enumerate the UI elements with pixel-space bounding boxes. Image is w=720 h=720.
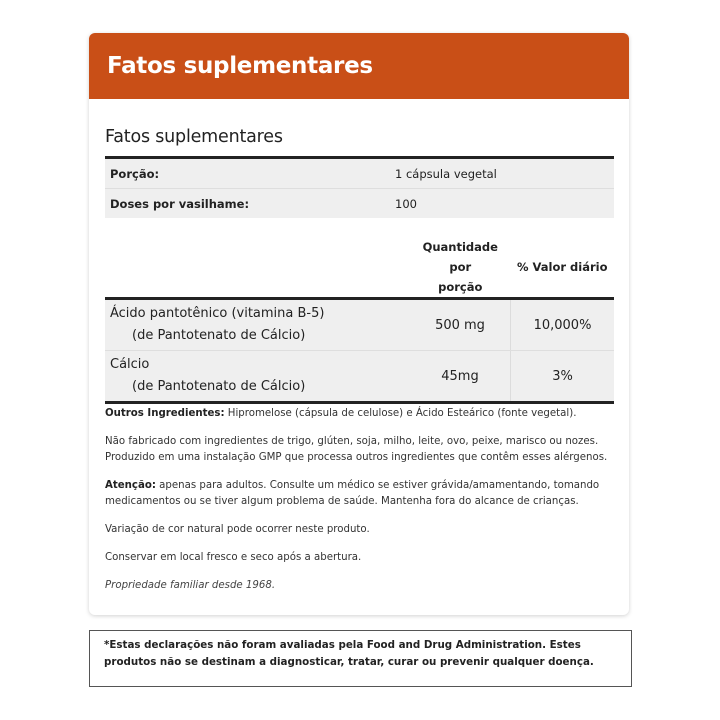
section-title: Fatos suplementares bbox=[105, 127, 283, 147]
allergen-statement: Não fabricado com ingredientes de trigo, glúten, soja, milho, leite, ovo, peixe, marisco ou nozes. Produzido em uma instalação GMP que processa outros ingredientes que contêm esses alérgenos. bbox=[105, 436, 608, 463]
daily-value-header: % Valor diário bbox=[511, 237, 615, 299]
serving-size-label: Porção: bbox=[105, 158, 390, 189]
warning-label: Atenção: bbox=[105, 480, 156, 491]
header-title: Fatos suplementares bbox=[107, 53, 373, 79]
supplement-facts-card bbox=[89, 33, 629, 615]
amount-per-serving-header bbox=[410, 237, 511, 299]
servings-per-container-label: Doses por vasilhame: bbox=[105, 189, 390, 219]
servings-per-container-value: 100 bbox=[390, 189, 614, 219]
nutrient-amount: 500 mg bbox=[410, 299, 511, 351]
nutrient-name-cell bbox=[105, 351, 410, 403]
nutrient-row bbox=[105, 351, 614, 403]
serving-row bbox=[105, 158, 614, 189]
nutrient-amount: 45mg bbox=[410, 351, 511, 403]
color-variation-note: Variação de cor natural pode ocorrer neste produto. bbox=[105, 524, 370, 535]
nutrient-name: Ácido pantotênico (vitamina B-5) bbox=[110, 306, 325, 321]
nutrient-source: (de Pantotenato de Cálcio) bbox=[132, 379, 306, 394]
serving-info-table bbox=[105, 156, 614, 218]
amount-header-line2: porção bbox=[438, 280, 483, 294]
product-notes bbox=[105, 406, 614, 606]
other-ingredients bbox=[105, 406, 614, 422]
other-ingredients-label: Outros Ingredientes: bbox=[105, 408, 225, 419]
nutrient-name-cell bbox=[105, 299, 410, 351]
serving-row bbox=[105, 189, 614, 219]
warning-text: apenas para adultos. Consulte um médico se estiver grávida/amamentando, tomando medicamentos ou se tiver algum problema de saúde. Mantenha fora do alcance de crianças. bbox=[105, 480, 600, 507]
nutrient-source: (de Pantotenato de Cálcio) bbox=[132, 328, 306, 343]
family-owned-note: Propriedade familiar desde 1968. bbox=[105, 580, 276, 591]
nutrient-name: Cálcio bbox=[110, 357, 150, 372]
nutrient-daily-value: 3% bbox=[511, 351, 615, 403]
other-ingredients-text: Hipromelose (cápsula de celulose) e Ácido Esteárico (fonte vegetal). bbox=[224, 408, 577, 419]
nutrient-name-header bbox=[105, 237, 410, 299]
card-header bbox=[89, 33, 629, 99]
nutrient-row bbox=[105, 299, 614, 351]
fda-disclaimer: *Estas declarações não foram avaliadas pela Food and Drug Administration. Estes produtos não se destinam a diagnosticar, tratar, curar ou prevenir qualquer doença. bbox=[89, 630, 632, 687]
warning bbox=[105, 478, 614, 510]
serving-size-value: 1 cápsula vegetal bbox=[390, 158, 614, 189]
nutrient-daily-value: 10,000% bbox=[511, 299, 615, 351]
nutrient-table bbox=[105, 237, 614, 404]
storage-note: Conservar em local fresco e seco após a abertura. bbox=[105, 552, 362, 563]
nutrient-header-row bbox=[105, 237, 614, 299]
amount-header-line1: Quantidade por bbox=[422, 240, 498, 274]
